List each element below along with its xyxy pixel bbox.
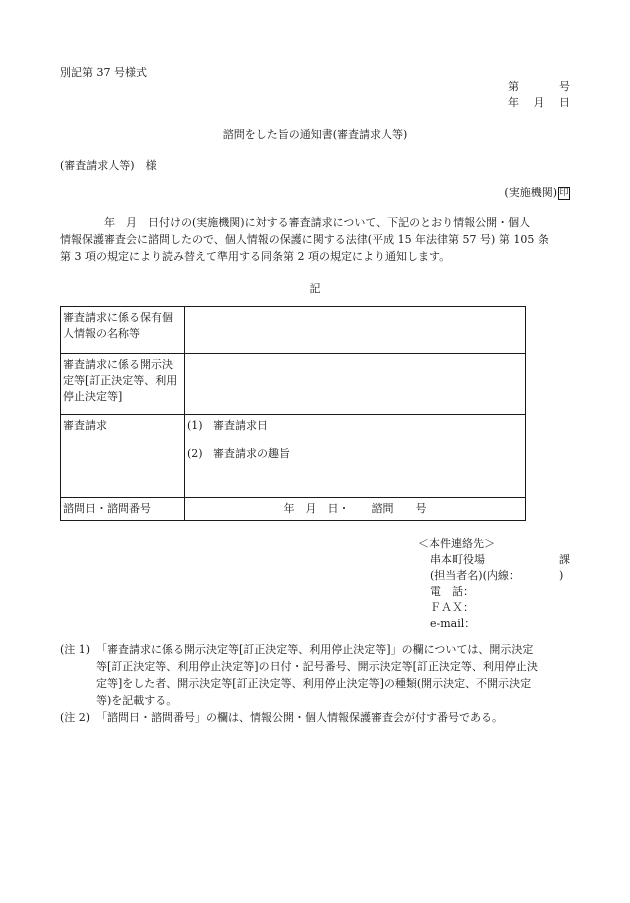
issue-date-year: 年 — [508, 96, 519, 109]
contact-block — [418, 536, 570, 632]
document-number — [508, 78, 570, 94]
seal-mark: 印 — [559, 187, 569, 198]
contact-heading: ＜本件連絡先＞ — [418, 537, 495, 550]
form-number: 別記第 37 号様式 — [60, 66, 147, 79]
row-value-personal-info — [185, 307, 526, 354]
note-item — [60, 709, 572, 726]
note-text: 「審査請求に係る開示決定等[訂正決定等、利用停止決定等]」の欄については、開示決定 等[訂正決定等、利用停止決定等]の日付・記号番号、開示決定等[訂正決定等、利用停止決 定等]をした者、開示決定等[訂正決定等、利用停止決定等]の種類(開示決定、不開示決定 等)を記載する。 — [96, 643, 538, 707]
review-item: (1) 審査請求日 — [187, 419, 268, 432]
row-label-review-request: 審査請求 — [61, 415, 185, 498]
contact-paren-close: ) — [559, 569, 564, 582]
document-number-go: 号 — [559, 80, 570, 93]
body-paragraph — [60, 214, 570, 265]
notes-section — [60, 641, 572, 726]
table-row — [61, 415, 526, 498]
body-line: 第 3 項の規定により読み替えて準用する同条第 2 項の規定により通知します。 — [60, 250, 451, 263]
document-title: 諮問をした旨の通知書(審査請求人等) — [222, 128, 408, 141]
ki-heading: 記 — [309, 282, 321, 295]
note-label: (注 2) — [60, 711, 91, 724]
row-label-disclosure-decision: 審査請求に係る開示決定等[訂正決定等、利用停止決定等] — [61, 354, 185, 415]
document-number-block — [508, 78, 570, 110]
row-value-disclosure-decision — [185, 354, 526, 415]
row-label-personal-info: 審査請求に係る保有個人情報の名称等 — [61, 307, 185, 354]
contact-ka: 課 — [559, 553, 570, 566]
details-table — [60, 306, 526, 521]
document-number-dai: 第 — [508, 80, 519, 93]
issue-date-month: 月 — [533, 96, 545, 109]
table-row — [61, 354, 526, 415]
body-line: 情報保護審査会に諮問したので、個人情報の保護に関する法律(平成 15 年法律第 57 号) 第 105 条 — [60, 233, 549, 246]
addressee: (審査請求人等) 様 — [60, 159, 157, 172]
contact-fax: ＦＡＸ： — [430, 601, 474, 614]
body-line: 年 月 日付けの(実施機関)に対する審査請求について、下記のとおり情報公開・個人 — [60, 216, 531, 229]
row-value-review-request — [185, 415, 526, 498]
contact-tel: 電 話： — [430, 585, 474, 598]
table-row — [61, 307, 526, 354]
table-row — [61, 498, 526, 521]
note-label: (注 1) — [60, 643, 91, 656]
review-item: (2) 審査請求の趣旨 — [187, 447, 290, 460]
row-label-inquiry-date-number: 諮問日・諮問番号 — [61, 498, 185, 521]
note-item — [60, 641, 572, 709]
contact-email: e-mail： — [430, 617, 476, 630]
issuer-line — [504, 184, 570, 200]
issue-date-day: 日 — [559, 96, 570, 109]
issue-date — [508, 94, 570, 110]
issuer: (実施機関) — [504, 186, 557, 199]
contact-office: 串本町役場 課 — [430, 553, 570, 566]
note-text: 「諮問日・諮問番号」の欄は、情報公開・個人情報保護審査会が付す番号である。 — [96, 711, 503, 724]
contact-person: (担当者名)(内線： ) — [430, 569, 564, 582]
row-value-inquiry-date-number: 年 月 日・ 諮問 号 — [185, 498, 526, 521]
